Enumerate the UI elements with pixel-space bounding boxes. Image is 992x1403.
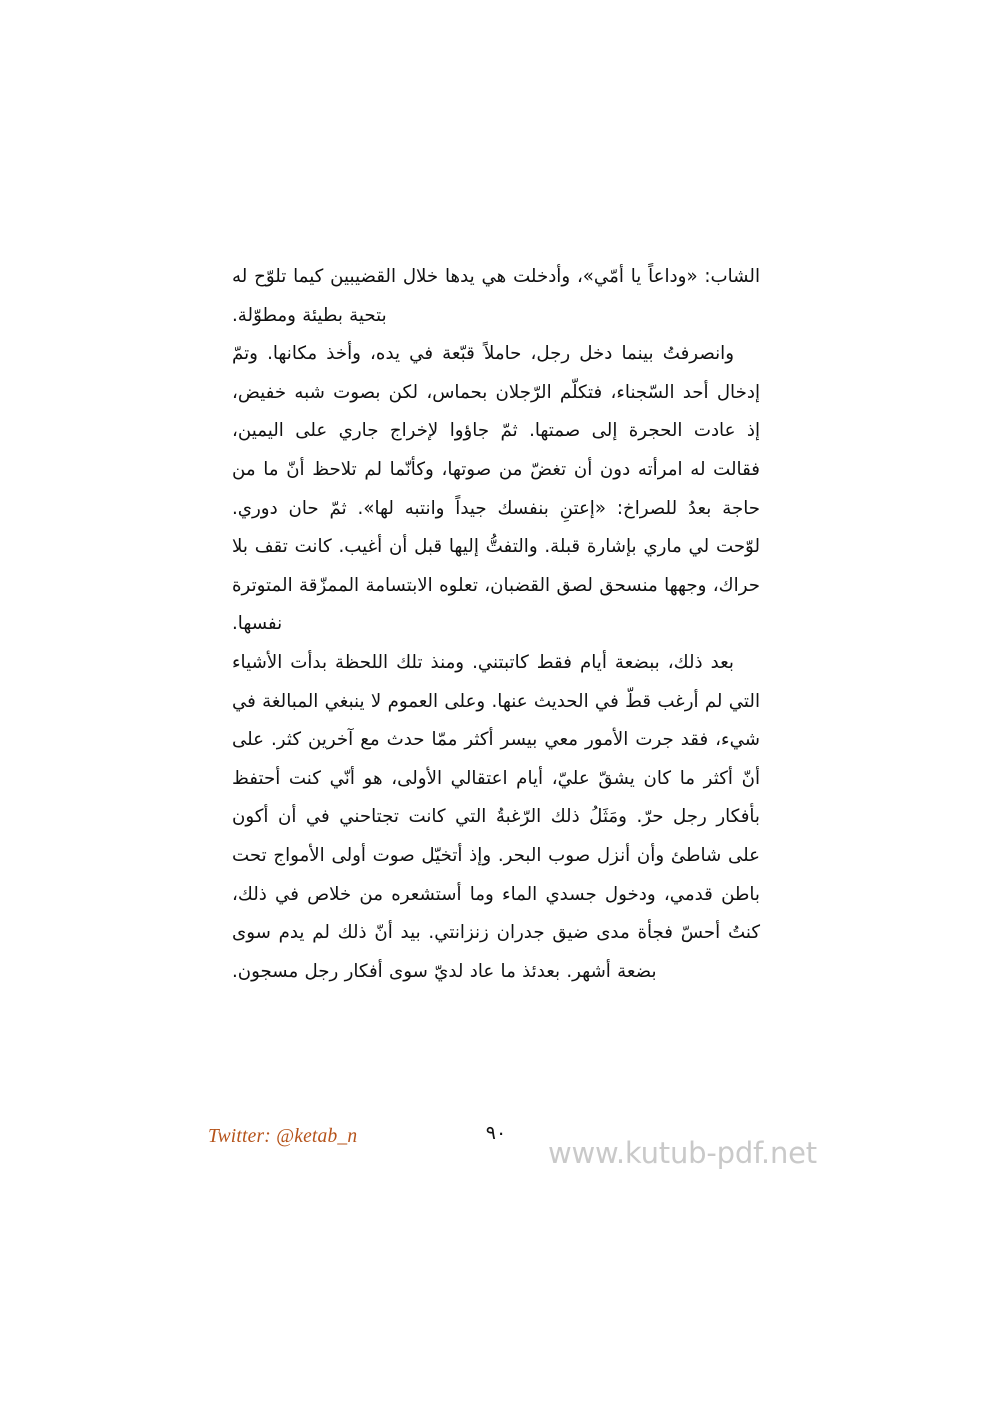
page-text-column <box>232 258 760 991</box>
paragraph-3: بعد ذلك، ببضعة أيام فقط كاتبتني. ومنذ تلك اللحظة بدأت الأشياء التي لم أرغب قطّ في الحديث عنها. وعلى العموم لا ينبغي المبالغة في شيء، فقد جرت الأمور معي بيسر أكثر ممّا حدث مع آخرين كثر. على أنّ أكثر ما كان يشقّ عليّ، أيام اعتقالي الأولى، هو أنّي كنت أحتفظ بأفكار رجل حرّ. ومَثَلُ ذلك الرّغبةُ التي كانت تجتاحني في أن أكون على شاطئ وأن أنزل صوب البحر. وإذ أتخيّل صوت أولى الأمواج تحت باطن قدمي، ودخول جسدي الماء وما أستشعره من خلاص في ذلك، كنتُ أحسّ فجأة مدى ضيق جدران زنزانتي. بيد أنّ ذلك لم يدم سوى بضعة أشهر. بعدئذ ما عاد لديّ سوى أفكار رجل مسجون. <box>232 651 760 982</box>
paragraph-1: الشاب: «وداعاً يا أمّي»، وأدخلت هي يدها خلال القضيبين كيما تلوّح له بتحية بطيئة ومطوّلة. <box>232 266 760 326</box>
page-footer <box>0 1118 992 1188</box>
paragraph-2: وانصرفتُ بينما دخل رجل، حاملاً قبّعة في يده، وأخذ مكانها. وتمّ إدخال أحد السّجناء، فتكلّم الرّجلان بحماس، لكن بصوت شبه خفيض، إذ عادت الحجرة إلى صمتها. ثمّ جاؤوا لإخراج جاري على اليمين، فقالت له امرأته دون أن تغضّ من صوتها، وكأنّما لم تلاحظ أنّ ما من حاجة بعدُ للصراخ: «إعتنِ بنفسك جيداً وانتبه لها». ثمّ حان دوري. لوّحت لي ماري بإشارة قبلة. والتفتُّ إليها قبل أن أغيب. كانت تقف بلا حراك، وجهها منسحق لصق القضبان، تعلوه الابتسامة الممزّقة المتوترة نفسها. <box>232 343 760 635</box>
page-number: ٩٠ <box>485 1122 507 1144</box>
twitter-handle-label: Twitter: @ketab_n <box>208 1126 358 1147</box>
site-watermark: www.kutub-pdf.net <box>548 1136 817 1170</box>
